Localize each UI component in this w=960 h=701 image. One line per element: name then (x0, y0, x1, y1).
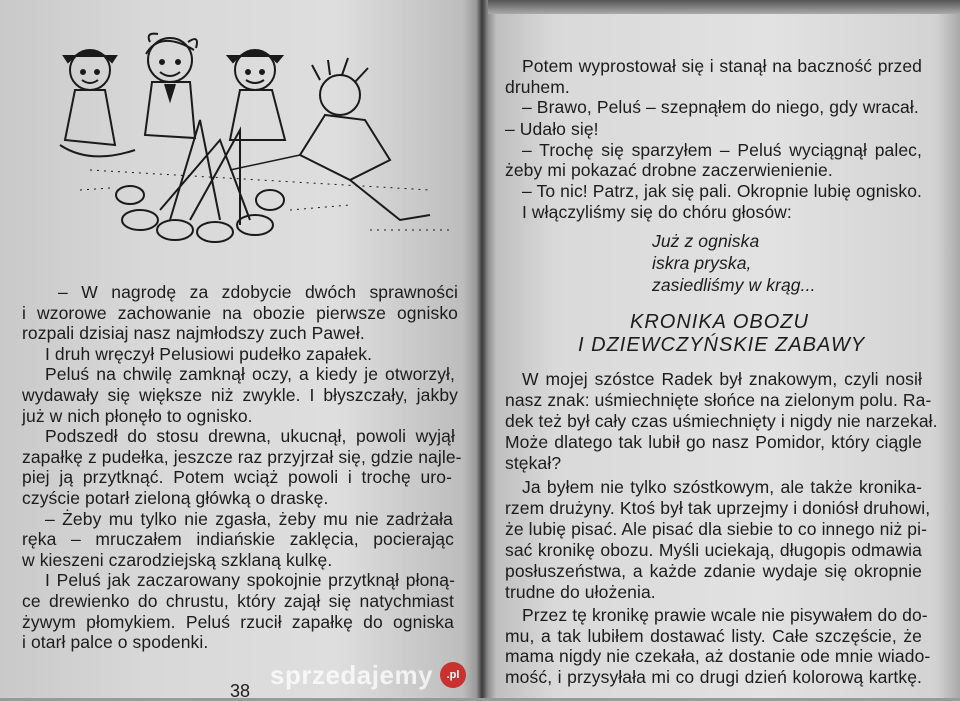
body-text-line: mość, i przysyłała mi co drugi dzień kolorową kartkę. (505, 667, 922, 687)
book-gutter (476, 0, 488, 698)
body-text-line: – Trochę się sparzyłem – Peluś wyciągnął palec, (522, 140, 922, 160)
body-text-line: dek też był cały czas uśmiechnięty i nigdy nie narzekał. (505, 411, 938, 431)
body-text-line: Przez tę kronikę prawie wcale nie pisywałem do do- (522, 605, 928, 625)
poem-line: iskra pryska, (652, 253, 752, 273)
watermark-badge: .pl (440, 662, 466, 688)
body-text-line: i wzorowe zachowanie na obozie pierwsze ognisko (22, 303, 458, 323)
body-text-line: Peluś na chwilę zamknął oczy, a kiedy je otworzył, (45, 364, 455, 384)
scout-figure-1 (60, 50, 135, 156)
body-text-line: rozpali dzisiaj nasz najmłodszy zuch Paweł. (22, 323, 365, 343)
page-top-edge (488, 0, 960, 14)
body-text-line: stękał? (505, 453, 562, 473)
watermark: sprzedajemy (270, 660, 434, 690)
poem-line: Już z ogniska (652, 231, 760, 251)
body-text-line: sać kronikę obozu. Myśli uciekają, długopis odmawia (505, 540, 922, 560)
body-text-line: druhem. (505, 77, 570, 97)
body-text-line: I druh wręczył Pelusiowi pudełko zapałek. (45, 344, 373, 364)
campfire-illustration (50, 20, 460, 250)
body-text-line: nasz znak: uśmiechnięte słońce na zielonym polu. Ra- (505, 390, 932, 410)
scout-figure-2 (145, 34, 197, 138)
body-text-line: trudne do ułożenia. (505, 582, 656, 602)
body-text-line: piej ją przytknąć. Potem wciąż powoli i trochę uro- (22, 467, 452, 487)
body-text-line: mu, a tak lubiłem dostawać listy. Całe szczęście, że (505, 626, 922, 646)
body-text-line: – Udało się! (505, 119, 599, 139)
body-text-line: – W nagrodę za zdobycie dwóch sprawności (58, 282, 458, 302)
body-text-line: w kieszeni czarodziejską szklaną kulkę. (22, 550, 333, 570)
body-text-line: żeby mi pokazać drobne zaczerwienienie. (505, 160, 833, 180)
chapter-title: KRONIKA OBOZU (630, 311, 809, 333)
body-text-line: czyście potarł zieloną główką o draskę. (22, 488, 329, 508)
page-number: 38 (230, 681, 251, 701)
body-text-line: – Brawo, Peluś – szepnąłem do niego, gdy wracał. (522, 97, 919, 117)
body-text-line: posłuszeństwa, a każde zdanie wydaje się okropnie (505, 561, 922, 581)
body-text-line: żywym płomykiem. Peluś rzucił zapałkę do ogniska (22, 612, 454, 632)
poem-line: zasiedliśmy w krąg... (652, 275, 816, 295)
body-text-line: ce drewienko do chrustu, który zajął się natychmiast (22, 591, 454, 611)
body-text-line: wydawały się większe niż zwykle. I błyszczały, jakby (22, 385, 458, 405)
body-text-line: zapałkę z pudełka, jeszcze raz przyjrzał się, gdzie najle- (22, 447, 462, 467)
body-text-line: ręka – mruczałem indiańskie zaklęcia, pocierając (22, 529, 454, 549)
body-text-line: że lubię pisać. Ale pisać dla siebie to co innego niż pi- (505, 519, 928, 539)
body-text-line: Podszedł do stosu drewna, ukucnął, powoli wyjął (45, 426, 455, 446)
body-text-line: W mojej szóstce Radek był znakowym, czyli nosił (522, 369, 922, 389)
body-text-line: i otarł palce o spodenki. (22, 632, 209, 652)
body-text-line: mama nigdy nie czekała, aż dostanie ode mnie wiado- (505, 646, 931, 666)
scout-figure-3 (228, 50, 285, 140)
body-text-line: Może dlatego tak lubił go nasz Pomidor, który ciągle (505, 432, 922, 452)
body-text-line: Potem wyprostował się i stanął na baczność przed (522, 56, 922, 76)
body-text-line: – To nic! Patrz, jak się pali. Okropnie lubię ognisko. (522, 181, 923, 201)
body-text-line: I włączyliśmy się do chóru głosów: (522, 202, 792, 222)
body-text-line: rzem drużyny. Ktoś był tak uprzejmy i doniósł druhowi, (505, 498, 931, 518)
body-text-line: Ja byłem nie tylko szóstkowym, ale także kronika- (522, 477, 922, 497)
body-text-line: – Żeby mu tylko nie zgasła, żeby mu nie zadrżała (45, 509, 453, 529)
body-text-line: już w nich płonęło to ognisko. (22, 406, 253, 426)
body-text-line: I Peluś jak zaczarowany spokojnie przytknął płoną- (45, 570, 455, 590)
right-page (482, 0, 960, 698)
chapter-title: I DZIEWCZYŃSKIE ZABAWY (578, 334, 866, 356)
campfire (80, 120, 450, 242)
